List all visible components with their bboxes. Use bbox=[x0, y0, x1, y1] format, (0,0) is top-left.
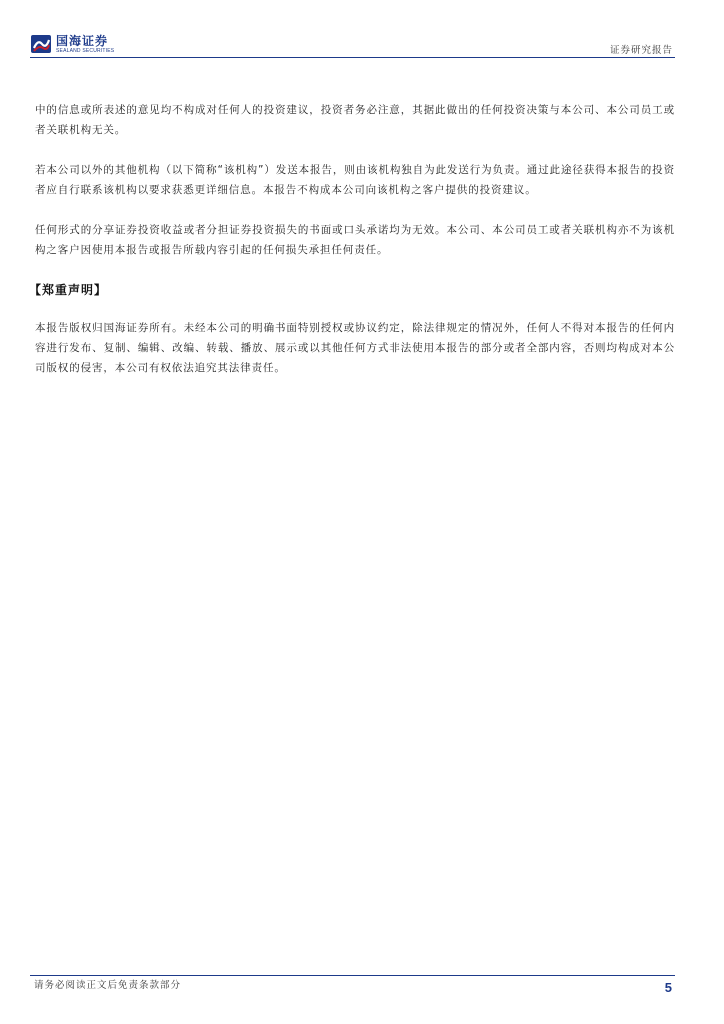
footer-disclaimer-note: 请务必阅读正文后免责条款部分 bbox=[34, 980, 182, 991]
disclaimer-paragraph: 中的信息或所表述的意见均不构成对任何人的投资建议，投资者务必注意，其据此做出的任何投资决策与本公司、本公司员工或者关联机构无关。 bbox=[35, 104, 675, 136]
disclaimer-paragraph: 若本公司以外的其他机构（以下简称“该机构”）发送本报告，则由该机构独自为此发送行为负责。通过此途径获得本报告的投资者应自行联系该机构以要求获悉更详细信息。本报告不构成本公司向该机构之客户提供的投资建议。 bbox=[35, 164, 675, 196]
logo-text bbox=[56, 35, 114, 54]
page-number: 5 bbox=[664, 980, 672, 995]
footer-divider bbox=[30, 975, 675, 976]
logo-en: SEALAND SECURITIES bbox=[56, 47, 115, 54]
copyright-paragraph: 本报告版权归国海证券所有。未经本公司的明确书面特别授权或协议约定，除法律规定的情况外，任何人不得对本报告的任何内容进行发布、复制、编辑、改编、转载、播放、展示或以其他任何方式非法使用本报告的部分或者全部内容，否则均构成对本公司版权的侵害，本公司有权依法追究其法律责任。 bbox=[35, 322, 675, 374]
page-content bbox=[29, 100, 675, 378]
logo-cn: 国海证券 bbox=[56, 33, 109, 48]
sealand-logo-icon bbox=[30, 33, 52, 55]
doc-type-label: 证券研究报告 bbox=[609, 45, 673, 56]
disclaimer-paragraph: 任何形式的分享证券投资收益或者分担证券投资损失的书面或口头承诺均为无效。本公司、本公司员工或者关联机构亦不为该机构之客户因使用本报告或报告所载内容引起的任何损失承担任何责任。 bbox=[35, 224, 675, 256]
company-logo bbox=[30, 32, 114, 56]
section-title-solemn-statement: 【郑重声明】 bbox=[29, 283, 108, 297]
header-divider bbox=[30, 57, 675, 58]
page-header bbox=[30, 32, 675, 58]
